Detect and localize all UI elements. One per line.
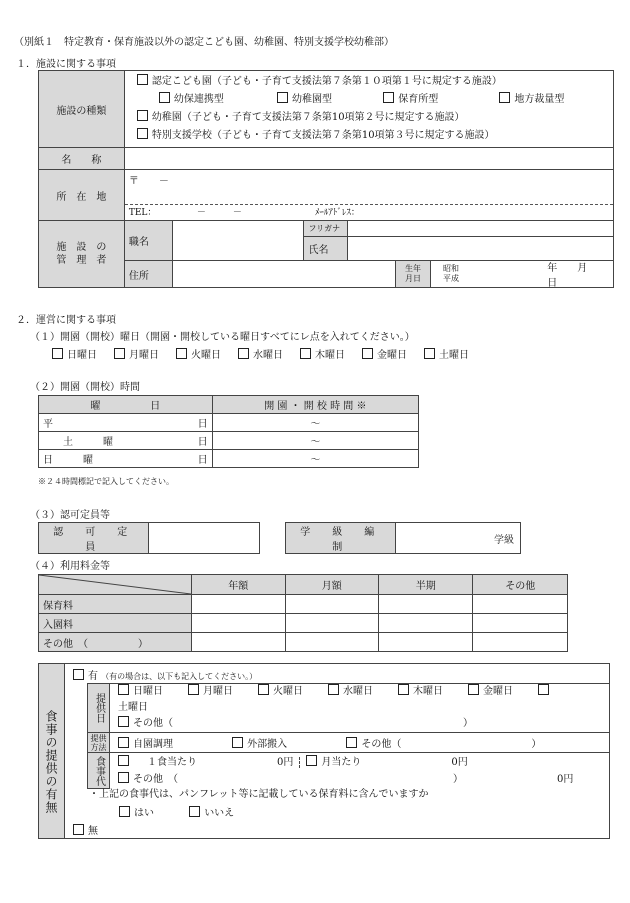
- hours-table: [38, 395, 419, 468]
- fee-table: [38, 574, 568, 652]
- capacity-label: 認 可 定 員: [39, 523, 149, 554]
- meal-day-label-0: 日曜日: [132, 686, 163, 697]
- meal-cost-label: 食事代: [88, 753, 110, 789]
- fee-head-other: その他: [473, 575, 568, 595]
- meal-day-checkbox-0[interactable]: [118, 684, 129, 695]
- residence-label: 住所: [124, 261, 172, 288]
- date-units: 年 月 日: [547, 263, 608, 289]
- fee-cell[interactable]: [379, 595, 473, 614]
- meal-day-checkbox-3[interactable]: [328, 684, 339, 695]
- open-day-label-5: 金曜日: [377, 350, 407, 361]
- address-label: 所 在 地: [39, 170, 125, 221]
- document-header: （別紙１ 特定教育・保育施設以外の認定こども園、幼稚園、特別支援学校幼稚部）: [14, 37, 394, 48]
- meal-day-label-1: 月曜日: [202, 686, 233, 697]
- meal-cost-cell: １食当たり 0円 月当たり 0円 その他 （ ） 0円: [109, 753, 609, 789]
- class-field[interactable]: 学級: [395, 523, 520, 554]
- fee-head-month: 月額: [285, 575, 379, 595]
- residence-row: [172, 261, 613, 288]
- checkbox-meal-no[interactable]: [73, 824, 84, 835]
- open-day-checkbox-2[interactable]: [176, 348, 187, 359]
- meal-method-cell: 自園調理 外部搬入 その他（ ）: [109, 733, 609, 753]
- open-day-label-6: 土曜日: [439, 350, 469, 361]
- fee-head-year: 年額: [192, 575, 286, 595]
- fee-cell[interactable]: [192, 614, 286, 633]
- facility-type-options: 認定こども園（子ども・子育て支援法第７条第１０項第１号に規定する施設） 幼保連携型 幼稚園型 保育所型 地方裁量型 幼稚園（子ども・子育て支援法第７条第10項第２号に規定する施設） 特別支援学校（子ども・子育て支援法第７条第10項第３号に規定する施設）: [124, 71, 613, 148]
- fee-row-tuition: 保育料: [39, 595, 192, 614]
- open-day-label-3: 水曜日: [253, 350, 283, 361]
- meal-day-label-4: 木曜日: [412, 686, 443, 697]
- meal-side-label: 食事の提供の有無: [39, 664, 65, 838]
- hours-row-sunday: 日 曜 日: [39, 450, 213, 468]
- class-label: 学 級 編 制: [286, 523, 396, 554]
- checkbox-sub4[interactable]: [499, 92, 510, 103]
- open-day-checkbox-4[interactable]: [300, 348, 311, 359]
- facility-type-label: 施設の種類: [39, 71, 125, 148]
- open-day-label-4: 木曜日: [315, 350, 345, 361]
- fee-cell[interactable]: [379, 633, 473, 652]
- checkbox-sub2[interactable]: [277, 92, 288, 103]
- checkbox-method-outside[interactable]: [232, 737, 243, 748]
- meal-day-label: 提供日: [88, 684, 110, 733]
- meal-question: ・上記の食事代は、パンフレット等に記載している保育料に含んでいますか: [89, 789, 429, 800]
- fee-cell[interactable]: [285, 633, 379, 652]
- section1-title: １．施設に関する事項: [16, 59, 116, 70]
- checkbox-hai[interactable]: [119, 806, 130, 817]
- meal-day-checkbox-4[interactable]: [398, 684, 409, 695]
- fee-cell[interactable]: [192, 595, 286, 614]
- era-label: 昭和 平成: [443, 264, 459, 283]
- checkbox-youchien[interactable]: [137, 110, 148, 121]
- meal-yes-row: 有 （有の場合は、以下も記入してください。）: [73, 667, 257, 682]
- fullname-field[interactable]: [348, 237, 614, 261]
- furigana-label: フリガナ: [304, 221, 348, 237]
- birth-label: 生年 月日: [395, 261, 430, 287]
- checkbox-per-meal[interactable]: [118, 755, 129, 766]
- fullname-label: 氏名: [304, 237, 348, 261]
- capacity-field[interactable]: [148, 523, 259, 554]
- postal-code: 〒 －: [128, 176, 169, 187]
- checkbox-per-month[interactable]: [306, 755, 317, 766]
- open-day-checkbox-3[interactable]: [238, 348, 249, 359]
- checkbox-method-other[interactable]: [346, 737, 357, 748]
- fee-cell[interactable]: [473, 595, 568, 614]
- hours-head-time: 開 園 ・ 開 校 時 間 ※: [212, 396, 418, 414]
- open-day-label-0: 日曜日: [67, 350, 97, 361]
- days-title: （１）開園（開校）曜日（開園・開校している曜日すべてにレ点を入れてください。）: [30, 332, 415, 343]
- open-day-label-2: 火曜日: [191, 350, 221, 361]
- hours-note: ※２４時間標記で記入してください。: [38, 477, 174, 486]
- meal-day-label-6: 土曜日: [117, 702, 148, 713]
- position-label: 職名: [124, 221, 172, 261]
- section2-title: ２．運営に関する事項: [16, 315, 116, 326]
- checkbox-sub3[interactable]: [383, 92, 394, 103]
- open-days-list: [52, 346, 486, 361]
- meal-method-label: 提供方法: [88, 733, 110, 753]
- residence-field[interactable]: [173, 261, 395, 287]
- checkbox-tokubetsu[interactable]: [137, 128, 148, 139]
- meal-no-row: 無: [73, 822, 98, 837]
- fee-title: （４）利用料金等: [30, 561, 110, 572]
- meal-day-label-5: 金曜日: [482, 686, 513, 697]
- fee-cell[interactable]: [192, 633, 286, 652]
- position-field[interactable]: [172, 221, 304, 261]
- meal-day-checkbox-5[interactable]: [468, 684, 479, 695]
- hours-head-day: 曜 日: [39, 396, 213, 414]
- fee-head-half: 半期: [379, 575, 473, 595]
- fee-cell[interactable]: [285, 614, 379, 633]
- capacity-title: （３）認可定員等: [30, 510, 110, 521]
- hours-title: （２）開園（開校）時間: [30, 382, 140, 393]
- checkbox-meal-yes[interactable]: [73, 669, 84, 680]
- name-field[interactable]: [124, 148, 613, 170]
- meal-days-cell: 日曜日 月曜日 火曜日 水曜日 木曜日 金曜日土曜日 その他（ ）: [109, 684, 609, 733]
- hours-field-sunday[interactable]: ～: [212, 450, 418, 468]
- tel: TEL： － －: [128, 208, 242, 218]
- meal-day-checkbox-2[interactable]: [258, 684, 269, 695]
- meal-day-checkbox-6[interactable]: [538, 684, 549, 695]
- manager-label: 施 設 の 管 理 者: [39, 221, 125, 288]
- hours-field-weekday[interactable]: ～: [212, 414, 418, 432]
- open-day-label-1: 月曜日: [129, 350, 159, 361]
- meal-day-label-2: 火曜日: [272, 686, 303, 697]
- open-day-checkbox-0[interactable]: [52, 348, 63, 359]
- email: ﾒｰﾙｱﾄﾞﾚｽ：: [314, 208, 360, 218]
- fee-cell[interactable]: [473, 633, 568, 652]
- fee-cell[interactable]: [379, 614, 473, 633]
- meal-box: [38, 663, 610, 839]
- meal-answer-row: はい いいえ: [119, 804, 234, 819]
- furigana-field[interactable]: [348, 221, 614, 237]
- capacity-table: [38, 522, 260, 554]
- checkbox-meal-day-other[interactable]: [118, 716, 129, 727]
- diagonal-line: [39, 575, 191, 594]
- meal-days-list: [118, 684, 605, 716]
- open-day-checkbox-5[interactable]: [362, 348, 373, 359]
- fee-row-other: その他 （ ）: [39, 633, 192, 652]
- open-day-checkbox-6[interactable]: [424, 348, 435, 359]
- checkbox-iie[interactable]: [189, 806, 200, 817]
- hours-field-saturday[interactable]: ～: [212, 432, 418, 450]
- birthdate-field[interactable]: [430, 261, 613, 287]
- fee-cell[interactable]: [285, 595, 379, 614]
- meal-day-label-3: 水曜日: [342, 686, 373, 697]
- fee-corner: [39, 575, 192, 595]
- checkbox-cost-other[interactable]: [118, 772, 129, 783]
- checkbox-method-own[interactable]: [118, 737, 129, 748]
- fee-cell[interactable]: [473, 614, 568, 633]
- address-field[interactable]: [124, 170, 613, 221]
- meal-detail-table: [87, 683, 609, 789]
- fee-row-entrance: 入園料: [39, 614, 192, 633]
- open-day-checkbox-1[interactable]: [114, 348, 125, 359]
- hours-row-saturday: 土 曜 日: [39, 432, 213, 450]
- hours-row-weekday: 平 日: [39, 414, 213, 432]
- checkbox-nintei[interactable]: [137, 74, 148, 85]
- checkbox-sub1[interactable]: [159, 92, 170, 103]
- meal-day-checkbox-1[interactable]: [188, 684, 199, 695]
- facility-table: [38, 70, 614, 288]
- name-label: 名 称: [39, 148, 125, 170]
- class-table: [285, 522, 521, 554]
